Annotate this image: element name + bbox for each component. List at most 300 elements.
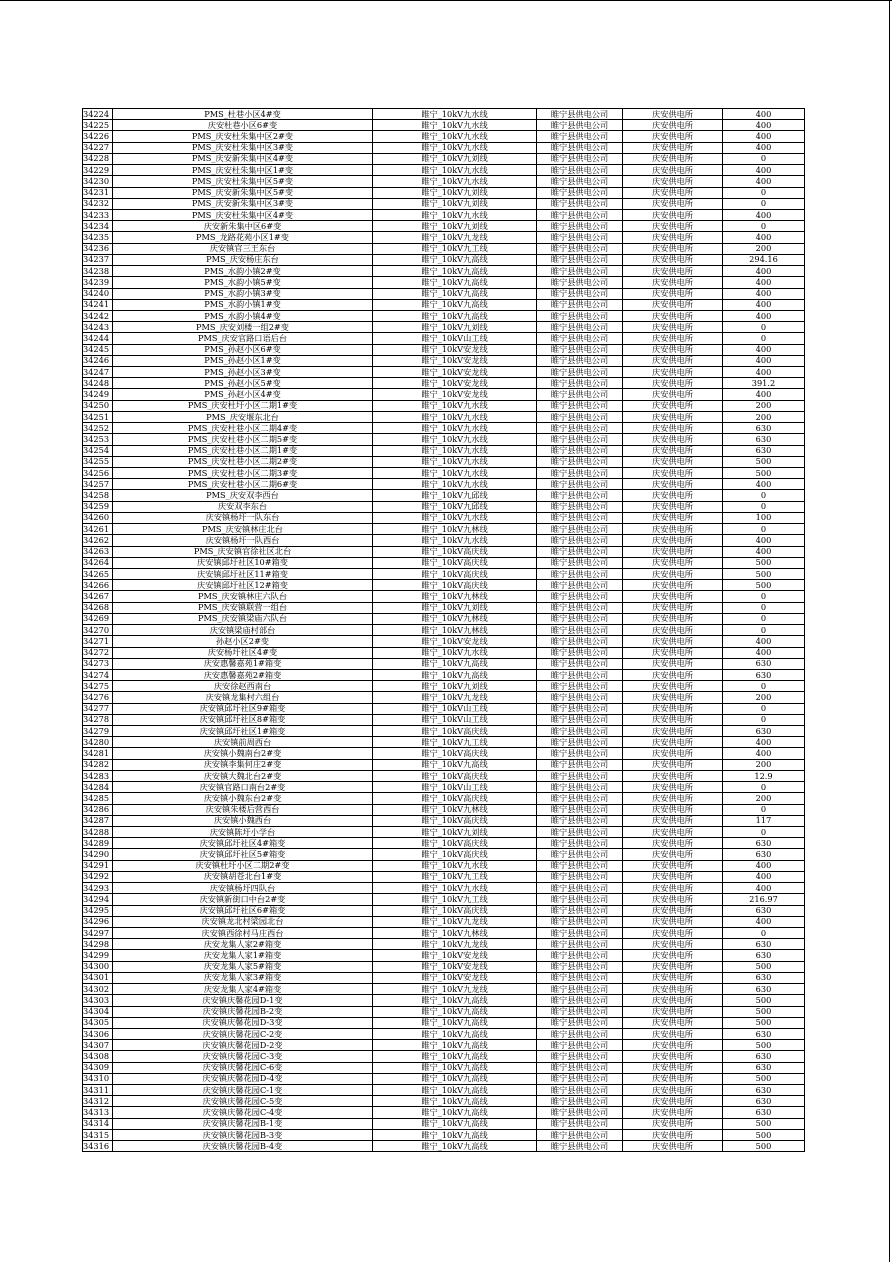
supply-station-cell: 庆安供电所 (623, 389, 723, 400)
company-name-cell: 睢宁县供电公司 (537, 299, 623, 310)
row-id-cell: 34294 (83, 894, 113, 905)
company-name-cell: 睢宁县供电公司 (537, 535, 623, 546)
supply-station-cell: 庆安供电所 (623, 782, 723, 793)
row-id-cell: 34308 (83, 1051, 113, 1062)
line-name-cell: 睢宁_10kV九高线 (373, 1085, 537, 1096)
table-row (83, 748, 805, 759)
line-name-cell: 睢宁_10kV九龙线 (373, 984, 537, 995)
line-name-cell: 睢宁_10kV九高线 (373, 310, 537, 321)
line-name-cell: 睢宁_10kV九刘线 (373, 153, 537, 164)
line-name-cell: 睢宁_10kV安龙线 (373, 636, 537, 647)
table-row (83, 400, 805, 411)
row-id-cell: 34286 (83, 804, 113, 815)
company-name-cell: 睢宁县供电公司 (537, 1107, 623, 1118)
row-id-cell: 34265 (83, 568, 113, 579)
line-name-cell: 睢宁_10kV九高线 (373, 277, 537, 288)
capacity-cell: 400 (723, 288, 805, 299)
capacity-cell: 500 (723, 1040, 805, 1051)
row-id-cell: 34274 (83, 669, 113, 680)
table-row (83, 378, 805, 389)
row-id-cell: 34278 (83, 714, 113, 725)
table-row (83, 759, 805, 770)
station-name-cell: 庆安龙集人家3#箱变 (113, 972, 373, 983)
company-name-cell: 睢宁县供电公司 (537, 568, 623, 579)
company-name-cell: 睢宁县供电公司 (537, 333, 623, 344)
capacity-cell: 400 (723, 355, 805, 366)
company-name-cell: 睢宁县供电公司 (537, 198, 623, 209)
supply-station-cell: 庆安供电所 (623, 524, 723, 535)
line-name-cell: 睢宁_10kV九水线 (373, 456, 537, 467)
supply-station-cell: 庆安供电所 (623, 770, 723, 781)
table-row (83, 322, 805, 333)
line-name-cell: 睢宁_10kV九高线 (373, 1107, 537, 1118)
company-name-cell: 睢宁县供电公司 (537, 793, 623, 804)
table-row (83, 984, 805, 995)
capacity-cell: 400 (723, 737, 805, 748)
row-id-cell: 34259 (83, 501, 113, 512)
company-name-cell: 睢宁县供电公司 (537, 916, 623, 927)
row-id-cell: 34284 (83, 782, 113, 793)
capacity-cell: 400 (723, 142, 805, 153)
row-id-cell: 34255 (83, 456, 113, 467)
company-name-cell: 睢宁县供电公司 (537, 187, 623, 198)
station-name-cell: 庆安镇邱圩社区6#箱变 (113, 905, 373, 916)
table-row (83, 916, 805, 927)
row-id-cell: 34313 (83, 1107, 113, 1118)
row-id-cell: 34297 (83, 927, 113, 938)
line-name-cell: 睢宁_10kV九林线 (373, 804, 537, 815)
supply-station-cell: 庆安供电所 (623, 165, 723, 176)
line-name-cell: 睢宁_10kV高庆线 (373, 838, 537, 849)
capacity-cell: 630 (723, 972, 805, 983)
supply-station-cell: 庆安供电所 (623, 490, 723, 501)
station-name-cell: 庆安镇庆馨花园C-6变 (113, 1062, 373, 1073)
line-name-cell: 睢宁_10kV九水线 (373, 131, 537, 142)
table-row (83, 714, 805, 725)
company-name-cell: 睢宁县供电公司 (537, 131, 623, 142)
capacity-cell: 630 (723, 1028, 805, 1039)
page-right-rule (889, 0, 890, 1262)
row-id-cell: 34227 (83, 142, 113, 153)
table-row (83, 209, 805, 220)
table-row (83, 479, 805, 490)
company-name-cell: 睢宁县供电公司 (537, 423, 623, 434)
company-name-cell: 睢宁县供电公司 (537, 782, 623, 793)
capacity-cell: 400 (723, 546, 805, 557)
row-id-cell: 34296 (83, 916, 113, 927)
row-id-cell: 34304 (83, 1006, 113, 1017)
company-name-cell: 睢宁县供电公司 (537, 838, 623, 849)
supply-station-cell: 庆安供电所 (623, 602, 723, 613)
company-name-cell: 睢宁县供电公司 (537, 647, 623, 658)
station-name-cell: 庆安镇邱圩社区4#箱变 (113, 838, 373, 849)
row-id-cell: 34236 (83, 243, 113, 254)
supply-station-cell: 庆安供电所 (623, 759, 723, 770)
line-name-cell: 睢宁_10kV九水线 (373, 165, 537, 176)
line-name-cell: 睢宁_10kV九高线 (373, 299, 537, 310)
table-row (83, 692, 805, 703)
station-name-cell: PMS_庆安杜朱集中区4#变 (113, 209, 373, 220)
line-name-cell: 睢宁_10kV九工线 (373, 243, 537, 254)
row-id-cell: 34225 (83, 120, 113, 131)
table-row (83, 1017, 805, 1028)
station-name-cell: 庆安杜巷小区6#变 (113, 120, 373, 131)
row-id-cell: 34282 (83, 759, 113, 770)
line-name-cell: 睢宁_10kV九林线 (373, 927, 537, 938)
station-name-cell: PMS_庆安杜巷小区二期4#变 (113, 423, 373, 434)
line-name-cell: 睢宁_10kV高庆线 (373, 580, 537, 591)
capacity-cell: 630 (723, 658, 805, 669)
row-id-cell: 34287 (83, 815, 113, 826)
line-name-cell: 睢宁_10kV九高线 (373, 1096, 537, 1107)
company-name-cell: 睢宁县供电公司 (537, 512, 623, 523)
line-name-cell: 睢宁_10kV山工线 (373, 782, 537, 793)
capacity-cell: 500 (723, 961, 805, 972)
table-row (83, 434, 805, 445)
line-name-cell: 睢宁_10kV九水线 (373, 883, 537, 894)
company-name-cell: 睢宁县供电公司 (537, 411, 623, 422)
table-row (83, 288, 805, 299)
company-name-cell: 睢宁县供电公司 (537, 479, 623, 490)
row-id-cell: 34226 (83, 131, 113, 142)
row-id-cell: 34312 (83, 1096, 113, 1107)
line-name-cell: 睢宁_10kV九高线 (373, 1129, 537, 1140)
capacity-cell: 500 (723, 995, 805, 1006)
capacity-cell: 0 (723, 524, 805, 535)
line-name-cell: 睢宁_10kV九刘线 (373, 602, 537, 613)
line-name-cell: 睢宁_10kV九高线 (373, 658, 537, 669)
company-name-cell: 睢宁县供电公司 (537, 221, 623, 232)
table-row (83, 860, 805, 871)
line-name-cell: 睢宁_10kV安龙线 (373, 961, 537, 972)
company-name-cell: 睢宁县供电公司 (537, 1040, 623, 1051)
company-name-cell: 睢宁县供电公司 (537, 277, 623, 288)
capacity-cell: 400 (723, 883, 805, 894)
capacity-cell: 400 (723, 310, 805, 321)
supply-station-cell: 庆安供电所 (623, 546, 723, 557)
capacity-cell: 0 (723, 490, 805, 501)
capacity-cell: 400 (723, 209, 805, 220)
supply-station-cell: 庆安供电所 (623, 266, 723, 277)
capacity-cell: 400 (723, 344, 805, 355)
station-name-cell: PMS_庆安镇林庄北台 (113, 524, 373, 535)
capacity-cell: 400 (723, 109, 805, 120)
company-name-cell: 睢宁县供电公司 (537, 927, 623, 938)
supply-station-cell: 庆安供电所 (623, 434, 723, 445)
station-name-cell: 庆安镇杜圩小区二期2#变 (113, 860, 373, 871)
company-name-cell: 睢宁县供电公司 (537, 310, 623, 321)
capacity-cell: 630 (723, 950, 805, 961)
station-name-cell: 庆安镇庆馨花园C-3变 (113, 1051, 373, 1062)
row-id-cell: 34232 (83, 198, 113, 209)
supply-station-cell: 庆安供电所 (623, 714, 723, 725)
row-id-cell: 34269 (83, 613, 113, 624)
table-row (83, 591, 805, 602)
line-name-cell: 睢宁_10kV九水线 (373, 434, 537, 445)
company-name-cell: 睢宁县供电公司 (537, 669, 623, 680)
supply-station-cell: 庆安供电所 (623, 288, 723, 299)
capacity-cell: 200 (723, 692, 805, 703)
station-name-cell: 庆安镇庆馨花园C-2变 (113, 1028, 373, 1039)
capacity-cell: 400 (723, 479, 805, 490)
row-id-cell: 34249 (83, 389, 113, 400)
supply-station-cell: 庆安供电所 (623, 535, 723, 546)
row-id-cell: 34262 (83, 535, 113, 546)
supply-station-cell: 庆安供电所 (623, 557, 723, 568)
capacity-cell: 400 (723, 535, 805, 546)
line-name-cell: 睢宁_10kV高庆线 (373, 793, 537, 804)
table-row (83, 221, 805, 232)
row-id-cell: 34306 (83, 1028, 113, 1039)
station-name-cell: PMS_庆安杜巷小区二期1#变 (113, 445, 373, 456)
supply-station-cell: 庆安供电所 (623, 378, 723, 389)
line-name-cell: 睢宁_10kV山工线 (373, 714, 537, 725)
line-name-cell: 睢宁_10kV九刘线 (373, 187, 537, 198)
line-name-cell: 睢宁_10kV九高线 (373, 759, 537, 770)
station-name-cell: PMS_孙赵小区1#变 (113, 355, 373, 366)
table-row (83, 927, 805, 938)
table-row (83, 849, 805, 860)
supply-station-cell: 庆安供电所 (623, 669, 723, 680)
company-name-cell: 睢宁县供电公司 (537, 557, 623, 568)
line-name-cell: 睢宁_10kV安龙线 (373, 950, 537, 961)
row-id-cell: 34285 (83, 793, 113, 804)
station-name-cell: PMS_庆安杜巷小区二期3#变 (113, 468, 373, 479)
supply-station-cell: 庆安供电所 (623, 468, 723, 479)
supply-station-cell: 庆安供电所 (623, 501, 723, 512)
row-id-cell: 34266 (83, 580, 113, 591)
supply-station-cell: 庆安供电所 (623, 232, 723, 243)
company-name-cell: 睢宁县供电公司 (537, 703, 623, 714)
capacity-cell: 391.2 (723, 378, 805, 389)
row-id-cell: 34299 (83, 950, 113, 961)
table-row (83, 1107, 805, 1118)
company-name-cell: 睢宁县供电公司 (537, 120, 623, 131)
company-name-cell: 睢宁县供电公司 (537, 1129, 623, 1140)
line-name-cell: 睢宁_10kV九邱线 (373, 501, 537, 512)
station-name-cell: PMS_庆安杨庄东台 (113, 254, 373, 265)
supply-station-cell: 庆安供电所 (623, 681, 723, 692)
row-id-cell: 34314 (83, 1118, 113, 1129)
line-name-cell: 睢宁_10kV九高线 (373, 266, 537, 277)
capacity-cell: 500 (723, 1118, 805, 1129)
station-name-cell: PMS_庆安官路口语后台 (113, 333, 373, 344)
table-row (83, 995, 805, 1006)
row-id-cell: 34224 (83, 109, 113, 120)
station-name-cell: PMS_庆安新朱集中区4#变 (113, 153, 373, 164)
line-name-cell: 睢宁_10kV九刘线 (373, 322, 537, 333)
table-row (83, 1118, 805, 1129)
capacity-cell: 630 (723, 838, 805, 849)
supply-station-cell: 庆安供电所 (623, 254, 723, 265)
table-row (83, 726, 805, 737)
table-row (83, 1096, 805, 1107)
capacity-cell: 400 (723, 299, 805, 310)
table-row (83, 658, 805, 669)
line-name-cell: 睢宁_10kV高庆线 (373, 546, 537, 557)
table-row (83, 815, 805, 826)
table-row (83, 490, 805, 501)
capacity-cell: 630 (723, 434, 805, 445)
supply-station-cell: 庆安供电所 (623, 939, 723, 950)
company-name-cell: 睢宁县供电公司 (537, 939, 623, 950)
table-row (83, 266, 805, 277)
row-id-cell: 34295 (83, 905, 113, 916)
station-name-cell: 庆安惠馨嘉苑2#箱变 (113, 669, 373, 680)
capacity-cell: 630 (723, 984, 805, 995)
supply-station-cell: 庆安供电所 (623, 1040, 723, 1051)
table-row (83, 568, 805, 579)
table-row (83, 961, 805, 972)
capacity-cell: 0 (723, 827, 805, 838)
line-name-cell: 睢宁_10kV九水线 (373, 647, 537, 658)
table-body (83, 109, 805, 1152)
row-id-cell: 34291 (83, 860, 113, 871)
supply-station-cell: 庆安供电所 (623, 849, 723, 860)
line-name-cell: 睢宁_10kV九高线 (373, 1006, 537, 1017)
table-row (83, 501, 805, 512)
supply-station-cell: 庆安供电所 (623, 905, 723, 916)
company-name-cell: 睢宁县供电公司 (537, 445, 623, 456)
row-id-cell: 34292 (83, 871, 113, 882)
company-name-cell: 睢宁县供电公司 (537, 1096, 623, 1107)
row-id-cell: 34264 (83, 557, 113, 568)
company-name-cell: 睢宁县供电公司 (537, 827, 623, 838)
line-name-cell: 睢宁_10kV高庆线 (373, 726, 537, 737)
station-name-cell: 庆安镇庆馨花园D-3变 (113, 1017, 373, 1028)
supply-station-cell: 庆安供电所 (623, 916, 723, 927)
supply-station-cell: 庆安供电所 (623, 804, 723, 815)
row-id-cell: 34268 (83, 602, 113, 613)
company-name-cell: 睢宁县供电公司 (537, 894, 623, 905)
station-name-cell: 庆安镇庆馨花园C-4变 (113, 1107, 373, 1118)
row-id-cell: 34237 (83, 254, 113, 265)
capacity-cell: 500 (723, 1017, 805, 1028)
row-id-cell: 34234 (83, 221, 113, 232)
row-id-cell: 34309 (83, 1062, 113, 1073)
supply-station-cell: 庆安供电所 (623, 647, 723, 658)
company-name-cell: 睢宁县供电公司 (537, 1118, 623, 1129)
station-name-cell: PMS_庆安杜巷小区二期5#变 (113, 434, 373, 445)
capacity-cell: 400 (723, 232, 805, 243)
company-name-cell: 睢宁县供电公司 (537, 1006, 623, 1017)
supply-station-cell: 庆安供电所 (623, 961, 723, 972)
capacity-cell: 400 (723, 748, 805, 759)
supply-station-cell: 庆安供电所 (623, 894, 723, 905)
company-name-cell: 睢宁县供电公司 (537, 681, 623, 692)
table-row (83, 1141, 805, 1152)
supply-station-cell: 庆安供电所 (623, 456, 723, 467)
capacity-cell: 0 (723, 782, 805, 793)
supply-station-cell: 庆安供电所 (623, 972, 723, 983)
supply-station-cell: 庆安供电所 (623, 277, 723, 288)
supply-station-cell: 庆安供电所 (623, 333, 723, 344)
station-name-cell: 庆安镇邱圩社区11#箱变 (113, 568, 373, 579)
row-id-cell: 34271 (83, 636, 113, 647)
station-name-cell: PMS_孙赵小区4#变 (113, 389, 373, 400)
line-name-cell: 睢宁_10kV九水线 (373, 423, 537, 434)
table-row (83, 165, 805, 176)
supply-station-cell: 庆安供电所 (623, 411, 723, 422)
table-row (83, 804, 805, 815)
table-row (83, 681, 805, 692)
station-name-cell: 庆安徐赵西南台 (113, 681, 373, 692)
station-name-cell: PMS_庆安杜巷小区二期6#变 (113, 479, 373, 490)
company-name-cell: 睢宁县供电公司 (537, 142, 623, 153)
capacity-cell: 0 (723, 625, 805, 636)
capacity-cell: 500 (723, 1073, 805, 1084)
row-id-cell: 34261 (83, 524, 113, 535)
table-row (83, 456, 805, 467)
supply-station-cell: 庆安供电所 (623, 479, 723, 490)
table-row (83, 871, 805, 882)
station-name-cell: 庆安镇庆馨花园D-4变 (113, 1073, 373, 1084)
station-name-cell: 庆安镇龙北村梁园北台 (113, 916, 373, 927)
supply-station-cell: 庆安供电所 (623, 860, 723, 871)
capacity-cell: 400 (723, 277, 805, 288)
supply-station-cell: 庆安供电所 (623, 423, 723, 434)
supply-station-cell: 庆安供电所 (623, 198, 723, 209)
row-id-cell: 34270 (83, 625, 113, 636)
station-name-cell: 庆安镇庆馨花园B-2变 (113, 1006, 373, 1017)
line-name-cell: 睢宁_10kV高庆线 (373, 815, 537, 826)
station-name-cell: PMS_庆安杜朱集中区2#变 (113, 131, 373, 142)
station-name-cell: PMS_孙赵小区5#变 (113, 378, 373, 389)
table-row (83, 838, 805, 849)
table-row (83, 1040, 805, 1051)
row-id-cell: 34228 (83, 153, 113, 164)
company-name-cell: 睢宁县供电公司 (537, 109, 623, 120)
company-name-cell: 睢宁县供电公司 (537, 613, 623, 624)
line-name-cell: 睢宁_10kV高庆线 (373, 770, 537, 781)
line-name-cell: 睢宁_10kV安龙线 (373, 344, 537, 355)
capacity-cell: 200 (723, 411, 805, 422)
table-row (83, 243, 805, 254)
line-name-cell: 睢宁_10kV九高线 (373, 1051, 537, 1062)
line-name-cell: 睢宁_10kV九水线 (373, 176, 537, 187)
table-row (83, 602, 805, 613)
table-row (83, 1073, 805, 1084)
station-name-cell: 庆安镇大魏北台2#变 (113, 770, 373, 781)
station-name-cell: 庆安杨圩社区4#变 (113, 647, 373, 658)
line-name-cell: 睢宁_10kV九水线 (373, 512, 537, 523)
station-name-cell: PMS_庆安堰东北台 (113, 411, 373, 422)
supply-station-cell: 庆安供电所 (623, 1096, 723, 1107)
supply-station-cell: 庆安供电所 (623, 1129, 723, 1140)
table-row (83, 827, 805, 838)
table-row (83, 524, 805, 535)
line-name-cell: 睢宁_10kV安龙线 (373, 389, 537, 400)
company-name-cell: 睢宁县供电公司 (537, 714, 623, 725)
line-name-cell: 睢宁_10kV九高线 (373, 1118, 537, 1129)
company-name-cell: 睢宁县供电公司 (537, 658, 623, 669)
supply-station-cell: 庆安供电所 (623, 142, 723, 153)
capacity-cell: 117 (723, 815, 805, 826)
line-name-cell: 睢宁_10kV九刘线 (373, 198, 537, 209)
line-name-cell: 睢宁_10kV安龙线 (373, 355, 537, 366)
line-name-cell: 睢宁_10kV九高线 (373, 1040, 537, 1051)
capacity-cell: 12.9 (723, 770, 805, 781)
station-name-cell: 庆安镇官路口南台2#变 (113, 782, 373, 793)
company-name-cell: 睢宁县供电公司 (537, 1017, 623, 1028)
supply-station-cell: 庆安供电所 (623, 221, 723, 232)
table-row (83, 411, 805, 422)
table-row (83, 232, 805, 243)
station-name-cell: PMS_庆安镇联营一组台 (113, 602, 373, 613)
row-id-cell: 34245 (83, 344, 113, 355)
supply-station-cell: 庆安供电所 (623, 367, 723, 378)
supply-station-cell: 庆安供电所 (623, 1118, 723, 1129)
